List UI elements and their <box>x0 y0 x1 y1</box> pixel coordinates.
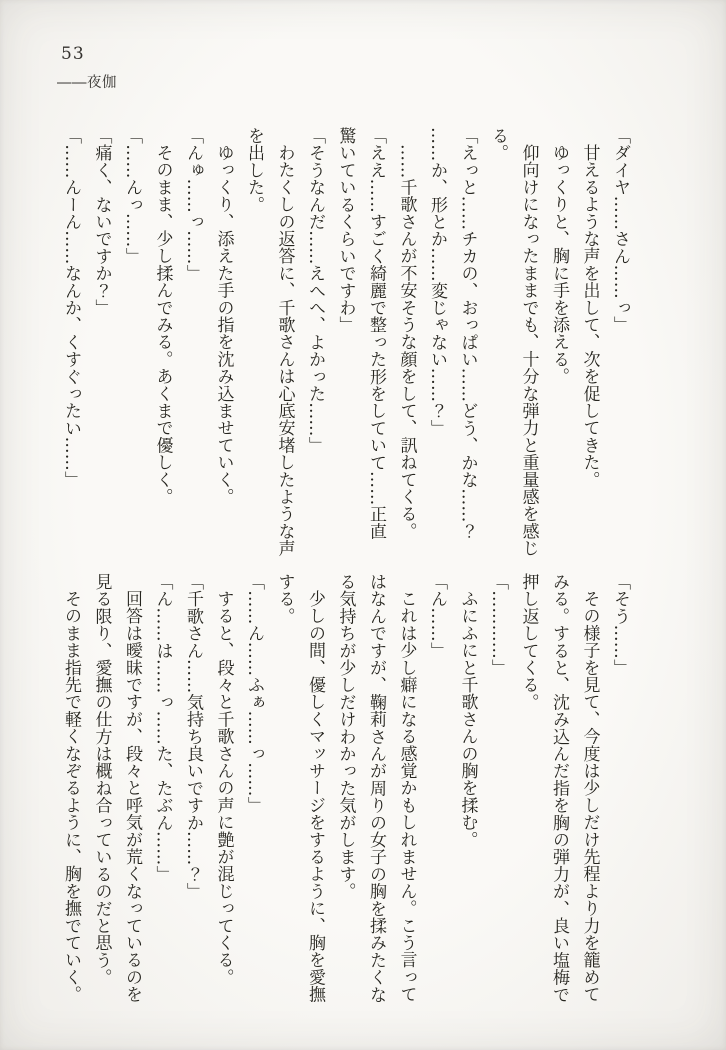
text-line: 「……ん……ふぁ……っ……」 <box>244 573 264 814</box>
text-line: すると、段々と千歌さんの声に艶が混じってくる。 <box>213 590 234 986</box>
text-line: 見る限り、愛撫の仕方は概ね合っているのだと思う。 <box>91 573 112 986</box>
text-line: わたくしの返答に、千歌さんは心底安堵したような声 <box>274 144 295 557</box>
text-line: 少しの間、優しくマッサージをするように、胸を愛撫 <box>305 590 325 1003</box>
text-line: 「ダイヤ……さん……っ」 <box>610 127 630 334</box>
text-line: その様子を見て、今度は少しだけ先程より力を籠めて <box>579 590 600 1003</box>
text-line: 「…………」 <box>488 573 508 677</box>
text-line: はなんですが、鞠莉さんが周りの女子の胸を揉みたくな <box>366 573 386 1003</box>
text-line: 「ええ……すごく綺麗で整った形をしていて……正直 <box>366 127 386 540</box>
text-line: 「ん……は……っ……た、たぶん……」 <box>152 573 173 883</box>
text-block-lower <box>56 573 636 1007</box>
text-line: 「そう……」 <box>610 573 630 677</box>
text-line: そのまま、少し揉んでみる。あくまで優しく。 <box>152 144 173 506</box>
text-line: 押し返してくる。 <box>518 573 539 711</box>
text-line: 「……んーん……なんか、くすぐったい……」 <box>61 127 81 489</box>
text-line: 回答は曖昧ですが、段々と呼気が荒くなっているのを <box>122 590 142 1003</box>
text-line: 「そうなんだ……えへへ、よかった……」 <box>305 127 325 454</box>
text-line: ……か、形とか……変じゃない……？」 <box>427 127 447 437</box>
text-line: る。 <box>488 127 508 162</box>
text-line: 「ん……」 <box>427 573 447 659</box>
text-line: 「痛く、ないですか？」 <box>91 127 112 317</box>
text-line: 「……んっ……」 <box>122 127 142 265</box>
text-block-upper <box>56 127 636 561</box>
text-line: る気持ちが少しだけわかった気がします。 <box>335 573 356 900</box>
text-line: みる。すると、沈み込んだ指を胸の弾力が、良い塩梅で <box>549 573 569 1003</box>
text-line: 「千歌さん……気持ち良いですか……？」 <box>183 573 203 900</box>
text-line: ……千歌さんが不安そうな顔をして、訊ねてくる。 <box>396 144 417 540</box>
text-line: 甘えるような声を出して、次を促してきた。 <box>579 144 600 488</box>
text-line: 驚いているくらいですわ」 <box>335 127 356 334</box>
text-line: これは少し癖になる感覚かもしれません。こう言って <box>396 590 417 1003</box>
running-header: ――夜伽 <box>57 75 117 91</box>
text-line: そのまま指先で軽くなぞるように、胸を撫でていく。 <box>61 590 81 1003</box>
text-line: する。 <box>274 573 295 625</box>
text-line: を出した。 <box>244 127 264 213</box>
text-line: ふにふにと千歌さんの胸を揉む。 <box>457 590 478 848</box>
text-line: 仰向けになったままでも、十分な弾力と重量感を感じ <box>518 144 539 557</box>
text-line: ゆっくりと、胸に手を添える。 <box>549 144 569 385</box>
text-line: 「んゅ……っ……」 <box>183 127 203 282</box>
page-number: 53 <box>61 44 85 64</box>
text-line: ゆっくり、添えた手の指を沈み込ませていく。 <box>213 144 234 506</box>
text-line: 「えっと……チカの、おっぱい……どう、かな……？ <box>457 127 478 540</box>
